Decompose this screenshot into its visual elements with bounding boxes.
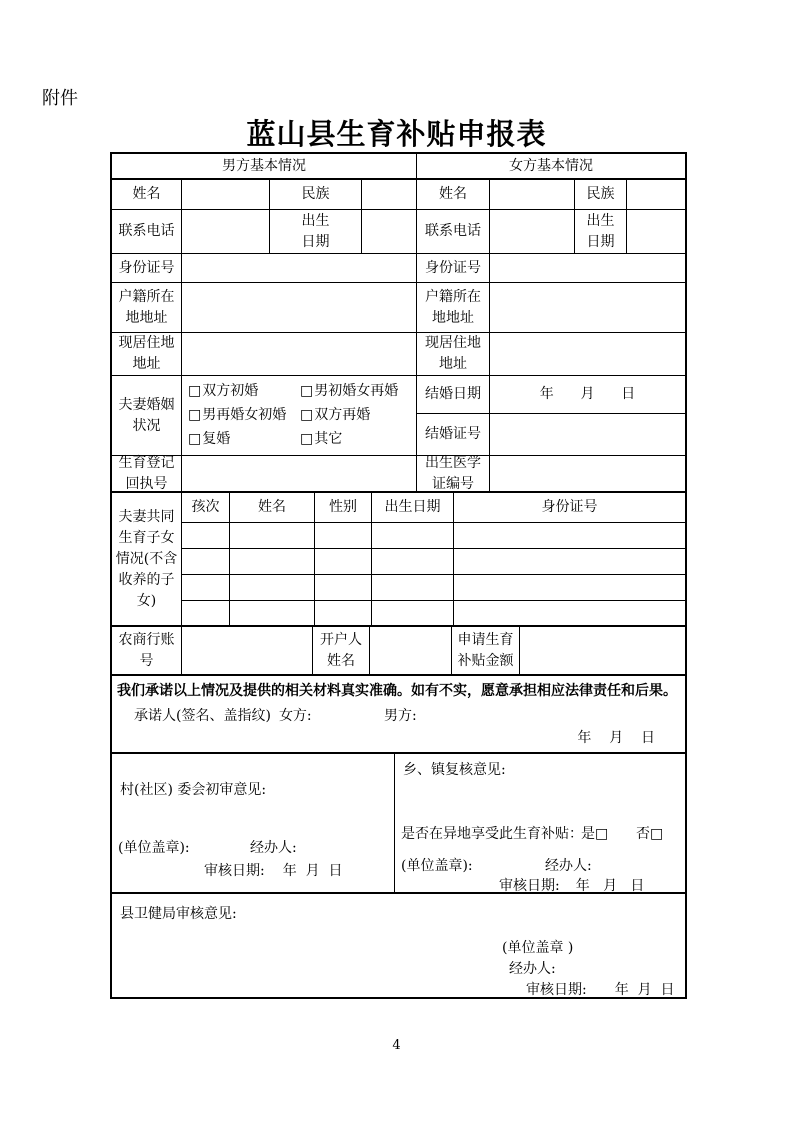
children-section-row: [112, 493, 685, 627]
male-section-header: 男方基本情况: [112, 154, 417, 178]
child-id-field: [454, 549, 685, 574]
account-holder-field: [370, 627, 452, 674]
male-birthdate-field: [362, 210, 417, 253]
marital-option-label: 复婚: [202, 431, 231, 447]
town-review-date: 审核日期: 年 月 日: [499, 878, 645, 894]
child-gender-field: [315, 575, 372, 600]
id-row: [112, 254, 685, 283]
child-gender-field: [315, 549, 372, 574]
female-current-address-field: [490, 333, 685, 375]
child-row: [182, 575, 685, 601]
bank-account-label: 农商行账号: [112, 627, 182, 674]
child-gender-header: 性别: [315, 493, 372, 522]
male-household-address-label: 户籍所在地地址: [112, 283, 182, 332]
child-row: [182, 523, 685, 549]
child-order-field: [182, 549, 230, 574]
female-current-address-label: 现居住地地址: [417, 333, 490, 375]
yes-option: 是□: [581, 826, 609, 842]
male-phone-label: 联系电话: [112, 210, 182, 253]
child-birthdate-header: 出生日期: [372, 493, 454, 522]
account-holder-label: 开户人姓名: [313, 627, 370, 674]
female-birthdate-label: 出生日期: [575, 210, 627, 253]
child-gender-field: [315, 523, 372, 548]
female-phone-field: [490, 210, 575, 253]
checkbox-icon: □: [188, 383, 202, 399]
child-order-field: [182, 575, 230, 600]
female-phone-label: 联系电话: [417, 210, 490, 253]
female-household-address-label: 户籍所在地地址: [417, 283, 490, 332]
marriage-cert-row: [417, 414, 685, 455]
marital-options-group: [182, 376, 417, 455]
subsidy-amount-field: [520, 627, 685, 674]
male-current-address-field: [182, 333, 417, 375]
marital-option-label: 男初婚女再婚: [314, 383, 399, 399]
household-address-row: [112, 283, 685, 333]
marital-status-label: 夫妻婚姻状况: [112, 376, 182, 455]
marital-status-row: [112, 376, 685, 456]
female-section-header: 女方基本情况: [509, 157, 593, 174]
village-handler-label: 经办人:: [250, 840, 297, 856]
town-handler-label: 经办人:: [545, 858, 592, 874]
marriage-info-column: [417, 376, 685, 455]
county-review-date: 审核日期: 年 月 日: [526, 982, 675, 998]
child-birthdate-field: [372, 601, 454, 625]
male-current-address-label: 现居住地地址: [112, 333, 182, 375]
female-id-field: [490, 254, 685, 282]
male-signer-label: 男方:: [384, 708, 417, 724]
child-id-field: [454, 601, 685, 625]
male-ethnicity-label: 民族: [270, 180, 362, 209]
female-birthdate-field: [627, 210, 685, 253]
marriage-date-value: 年 月 日: [539, 386, 636, 402]
child-row: [182, 549, 685, 575]
commitment-box: [112, 676, 685, 752]
checkbox-icon: □: [188, 431, 202, 447]
female-name-label: 姓名: [417, 180, 490, 209]
checkbox-icon: □: [188, 407, 202, 423]
town-review-title: 乡、镇复核意见:: [403, 762, 506, 778]
children-header-row: [182, 493, 685, 523]
birth-registration-field: [182, 456, 417, 491]
commitment-statement: 我们承诺以上情况及提供的相关材料真实准确。如有不实，愿意承担相应法律责任和后果。: [117, 683, 677, 699]
subsidy-elsewhere-question: 是否在异地享受此生育补贴：: [401, 826, 583, 842]
male-id-label: 身份证号: [112, 254, 182, 282]
children-section-label: 夫妻共同生育子女情况(不含收养的子女): [112, 493, 182, 625]
village-review-date: 审核日期: 年 月 日: [204, 863, 343, 879]
marriage-date-label: 结婚日期: [417, 376, 490, 413]
child-name-header: 姓名: [230, 493, 315, 522]
no-option: 否□: [636, 826, 664, 842]
female-ethnicity-label: 民族: [575, 180, 627, 209]
marital-option: [300, 405, 398, 426]
marital-option: [300, 429, 398, 450]
village-seal-label: (单位盖章):: [118, 840, 190, 856]
village-review-box: [112, 754, 395, 892]
town-seal-label: (单位盖章):: [401, 858, 473, 874]
checkbox-icon: □: [650, 826, 664, 842]
subsidy-amount-label: 申请生育补贴金额: [452, 627, 520, 674]
child-gender-field: [315, 601, 372, 625]
marital-option: [188, 429, 300, 450]
section-header-row: [112, 154, 685, 180]
checkbox-icon: □: [300, 407, 314, 423]
phone-row: [112, 210, 685, 254]
name-row: [112, 180, 685, 210]
marital-option: [300, 381, 398, 402]
current-address-row: [112, 333, 685, 376]
checkbox-icon: □: [595, 826, 609, 842]
county-handler-label: 经办人:: [509, 961, 556, 977]
page-number: 4: [392, 1038, 401, 1053]
county-review-row: [112, 894, 685, 997]
male-ethnicity-field: [362, 180, 417, 209]
female-household-address-field: [490, 283, 685, 332]
male-phone-field: [182, 210, 270, 253]
marriage-cert-label: 结婚证号: [417, 414, 490, 455]
child-order-header: 孩次: [182, 493, 230, 522]
county-seal-label: (单位盖章 ): [502, 940, 574, 956]
attachment-label: 附件: [42, 88, 78, 109]
county-review-title: 县卫健局审核意见:: [120, 906, 237, 922]
birth-medical-cert-field: [490, 456, 685, 491]
review-row: [112, 754, 685, 894]
child-id-field: [454, 575, 685, 600]
male-id-field: [182, 254, 417, 282]
child-name-field: [230, 523, 315, 548]
checkbox-icon: □: [300, 383, 314, 399]
female-ethnicity-field: [627, 180, 685, 209]
child-name-field: [230, 601, 315, 625]
child-order-field: [182, 601, 230, 625]
application-form-table: [110, 152, 687, 999]
town-review-box: [395, 754, 685, 892]
child-id-header: 身份证号: [541, 499, 598, 515]
child-name-field: [230, 549, 315, 574]
male-birthdate-label: 出生日期: [270, 210, 362, 253]
birth-medical-cert-label: 出生医学证编号: [417, 456, 490, 491]
marriage-date-row: [417, 376, 685, 414]
marital-option-label: 其它: [314, 431, 343, 447]
birth-registration-label: 生育登记回执号: [112, 456, 182, 491]
child-order-field: [182, 523, 230, 548]
village-review-title: 村(社区) 委会初审意见:: [120, 782, 267, 798]
child-name-field: [230, 575, 315, 600]
marriage-cert-field: [490, 414, 685, 455]
commitment-row: [112, 676, 685, 754]
child-id-field: [454, 523, 685, 548]
bank-account-field: [182, 627, 313, 674]
signer-label: 承诺人(签名、盖指纹) 女方:: [134, 708, 312, 724]
child-birthdate-field: [372, 549, 454, 574]
male-name-label: 姓名: [112, 180, 182, 209]
female-id-label: 身份证号: [417, 254, 490, 282]
male-name-field: [182, 180, 270, 209]
child-birthdate-field: [372, 523, 454, 548]
female-name-field: [490, 180, 575, 209]
marital-option-label: 双方再婚: [314, 407, 371, 423]
county-review-box: [112, 894, 685, 997]
bank-account-row: [112, 627, 685, 676]
male-household-address-field: [182, 283, 417, 332]
birth-registration-row: [112, 456, 685, 493]
female-signer-label: 女方:: [278, 708, 312, 724]
marital-option-label: 双方初婚: [202, 383, 259, 399]
page-title: 蓝山县生育补贴申报表: [246, 117, 547, 151]
checkbox-icon: □: [300, 431, 314, 447]
commitment-date: 年 月 日: [577, 730, 655, 746]
marital-option: [188, 405, 300, 426]
marital-option: [188, 381, 300, 402]
child-birthdate-field: [372, 575, 454, 600]
children-table: [182, 493, 685, 625]
marital-option-label: 男再婚女初婚: [202, 407, 287, 423]
child-row: [182, 601, 685, 625]
